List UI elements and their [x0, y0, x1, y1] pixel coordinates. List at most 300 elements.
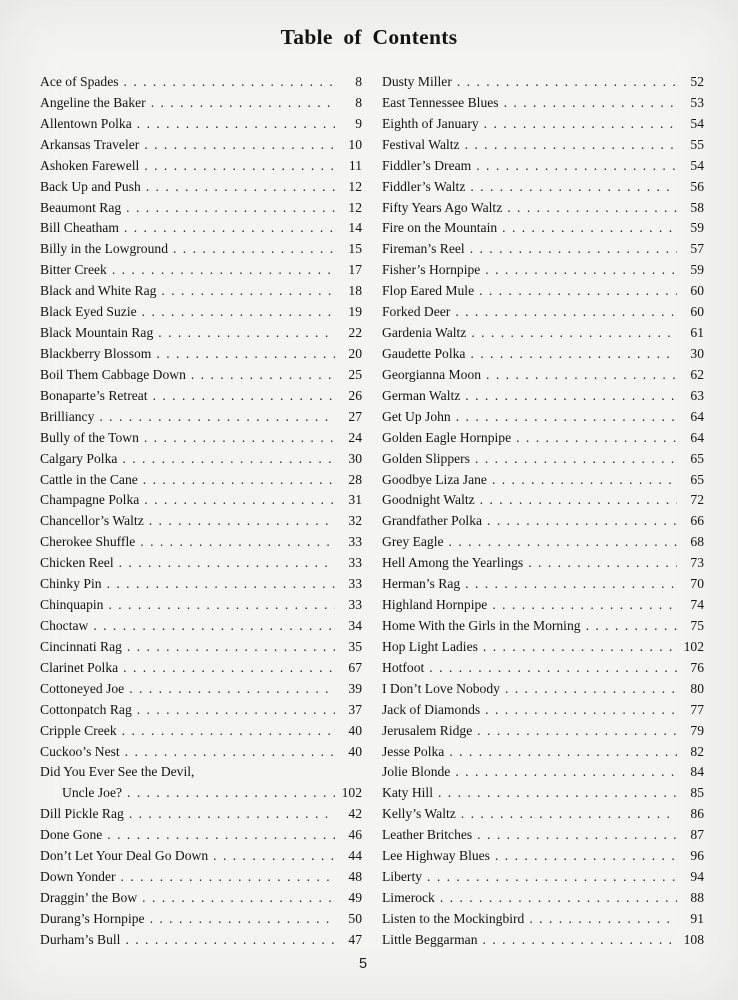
toc-entry-title: Durang’s Hornpipe: [40, 910, 145, 926]
dot-leader: [143, 470, 335, 491]
toc-entry: [382, 658, 704, 679]
toc-entry: [40, 511, 362, 532]
dot-leader: [516, 428, 677, 449]
toc-entry-title: Cuckoo’s Nest: [40, 743, 120, 759]
dot-leader: [213, 846, 335, 867]
toc-entry: [40, 490, 362, 511]
dot-leader: [483, 637, 677, 658]
toc-entry-page: 18: [348, 283, 362, 299]
toc-entry-page: 33: [348, 534, 362, 550]
dot-leader: [146, 177, 335, 198]
toc-entry-page: 77: [690, 701, 704, 717]
toc-entry: [40, 637, 362, 658]
dot-leader: [457, 72, 677, 93]
toc-entry-page: 60: [690, 304, 704, 320]
toc-entry: [382, 616, 704, 637]
toc-entry-page: 54: [690, 157, 704, 173]
toc-entry-page: 59: [690, 262, 704, 278]
toc-entry: [40, 909, 362, 930]
toc-entry: [382, 72, 704, 93]
dot-leader: [191, 365, 335, 386]
toc-entry-page: 8: [355, 94, 362, 110]
dot-leader: [486, 365, 677, 386]
toc-entry-title: Cottonpatch Rag: [40, 701, 132, 717]
dot-leader: [129, 679, 335, 700]
toc-entry-page: 53: [690, 94, 704, 110]
toc-entry: [382, 574, 704, 595]
toc-entry: [40, 344, 362, 365]
dot-leader: [528, 553, 677, 574]
toc-entry: [40, 532, 362, 553]
toc-entry-page: 40: [348, 743, 362, 759]
toc-entry: [40, 260, 362, 281]
toc-entry-page: 86: [690, 806, 704, 822]
dot-leader: [475, 449, 677, 470]
toc-entry: [382, 218, 704, 239]
toc-entry: [40, 114, 362, 135]
toc-entry: [382, 386, 704, 407]
toc-entry-page: 72: [690, 492, 704, 508]
dot-leader: [124, 72, 335, 93]
toc-entry: [40, 804, 362, 825]
dot-leader: [123, 658, 335, 679]
toc-entry-title: Chinquapin: [40, 597, 104, 613]
toc-entry-title: Cripple Creek: [40, 722, 117, 738]
toc-columns: [40, 72, 704, 951]
toc-entry: [40, 846, 362, 867]
toc-entry-page: 9: [355, 115, 362, 131]
toc-entry-title: Forked Deer: [382, 304, 451, 320]
toc-entry-page: 79: [690, 722, 704, 738]
toc-entry-title: Get Up John: [382, 408, 451, 424]
toc-entry-title: Home With the Girls in the Morning: [382, 617, 581, 633]
toc-entry: [382, 281, 704, 302]
dot-leader: [465, 135, 677, 156]
toc-column-right: [382, 72, 704, 951]
toc-entry-page: 60: [690, 283, 704, 299]
toc-entry-title: Golden Slippers: [382, 450, 470, 466]
toc-entry-page: 52: [690, 74, 704, 89]
toc-entry: [382, 930, 704, 951]
toc-entry-page: 75: [690, 617, 704, 633]
page-number: 5: [358, 956, 368, 972]
toc-entry: [40, 386, 362, 407]
toc-entry-title: Golden Eagle Hornpipe: [382, 429, 512, 445]
dot-leader: [505, 679, 677, 700]
toc-entry: [40, 428, 362, 449]
dot-leader: [492, 595, 677, 616]
toc-entry-title: Lee Highway Blues: [382, 848, 490, 864]
toc-entry-title: Bonaparte’s Retreat: [40, 387, 148, 403]
toc-entry-title: Hell Among the Yearlings: [382, 555, 524, 571]
toc-entry-title: Hop Light Ladies: [382, 638, 478, 654]
dot-leader: [142, 888, 335, 909]
toc-entry-page: 54: [690, 115, 704, 131]
toc-entry: [382, 637, 704, 658]
dot-leader: [150, 909, 335, 930]
toc-entry-title: Gardenia Waltz: [382, 325, 467, 341]
toc-entry: [40, 239, 362, 260]
toc-entry-page: 33: [348, 555, 362, 571]
dot-leader: [586, 616, 677, 637]
toc-entry: [40, 888, 362, 909]
toc-entry-title: Brilliancy: [40, 408, 95, 424]
toc-entry-title: Flop Eared Mule: [382, 283, 475, 299]
toc-column-left: [40, 72, 362, 951]
dot-leader: [93, 616, 335, 637]
dot-leader: [485, 700, 677, 721]
toc-entry-title: Down Yonder: [40, 869, 116, 885]
toc-entry: [40, 281, 362, 302]
toc-entry-title: Kelly’s Waltz: [382, 806, 456, 822]
toc-entry-title: Listen to the Mockingbird: [382, 910, 525, 926]
toc-entry-title: Liberty: [382, 869, 423, 885]
toc-entry: [382, 239, 704, 260]
toc-entry: [382, 721, 704, 742]
toc-entry-page: 67: [348, 659, 362, 675]
dot-leader: [161, 281, 335, 302]
toc-entry-title: Fiddler’s Waltz: [382, 178, 466, 194]
toc-entry: [382, 511, 704, 532]
dot-leader: [144, 156, 335, 177]
dot-leader: [484, 114, 677, 135]
toc-entry-title: Beaumont Rag: [40, 199, 122, 215]
toc-entry: [40, 470, 362, 491]
dot-leader: [153, 386, 335, 407]
toc-entry-title: Fireman’s Reel: [382, 241, 465, 257]
toc-entry-title: Jolie Blonde: [382, 764, 451, 780]
toc-entry: [40, 218, 362, 239]
dot-leader: [99, 407, 335, 428]
dot-leader: [449, 742, 677, 763]
toc-entry-title: Bully of the Town: [40, 429, 139, 445]
toc-entry-page: 30: [348, 450, 362, 466]
toc-entry-title: Katy Hill: [382, 785, 433, 801]
dot-leader: [502, 218, 677, 239]
toc-entry-page: 58: [690, 199, 704, 215]
toc-entry: [40, 867, 362, 888]
toc-entry: [382, 114, 704, 135]
toc-entry-page: 25: [348, 366, 362, 382]
toc-entry-title: Choctaw: [40, 617, 89, 633]
toc-entry-title: Boil Them Cabbage Down: [40, 366, 186, 382]
dot-leader: [455, 762, 677, 783]
dot-leader: [144, 428, 335, 449]
dot-leader: [455, 302, 677, 323]
toc-entry-title: Leather Britches: [382, 827, 473, 843]
toc-entry-page: 64: [690, 429, 704, 445]
toc-entry-title: Did You Ever See the Devil,: [40, 764, 195, 780]
dot-leader: [129, 804, 335, 825]
dot-leader: [487, 511, 677, 532]
toc-entry-page: 42: [348, 806, 362, 822]
dot-leader: [477, 721, 677, 742]
dot-leader: [125, 742, 335, 763]
toc-entry-title: Black Eyed Suzie: [40, 304, 137, 320]
toc-entry: [40, 721, 362, 742]
dot-leader: [125, 930, 335, 951]
toc-entry-page: 91: [690, 910, 704, 926]
dot-leader: [440, 888, 677, 909]
toc-entry-page: 73: [690, 555, 704, 571]
toc-entry-title: Cattle in the Cane: [40, 471, 138, 487]
toc-entry: [382, 532, 704, 553]
toc-entry-title: Fiddler’s Dream: [382, 157, 472, 173]
toc-entry-page: 10: [348, 136, 362, 152]
toc-entry-title: Allentown Polka: [40, 115, 132, 131]
toc-entry: [382, 679, 704, 700]
dot-leader: [495, 846, 677, 867]
toc-entry-title: Draggin’ the Bow: [40, 889, 138, 905]
toc-entry: [382, 490, 704, 511]
toc-entry-title: Goodbye Liza Jane: [382, 471, 487, 487]
toc-entry-title: Jerusalem Ridge: [382, 722, 473, 738]
dot-leader: [144, 490, 335, 511]
toc-entry-page: 68: [690, 534, 704, 550]
toc-entry: [40, 93, 362, 114]
toc-entry-title: Jesse Polka: [382, 743, 445, 759]
toc-entry-title: Ashoken Farewell: [40, 157, 140, 173]
dot-leader: [151, 93, 335, 114]
toc-entry-title: Gaudette Polka: [382, 345, 466, 361]
toc-entry-page: 33: [348, 597, 362, 613]
dot-leader: [142, 302, 335, 323]
toc-entry-title: Black Mountain Rag: [40, 325, 154, 341]
dot-leader: [479, 281, 677, 302]
toc-entry-page: 102: [683, 638, 704, 654]
toc-entry-title: Grey Eagle: [382, 534, 444, 550]
toc-entry-page: 49: [348, 889, 362, 905]
toc-entry: [382, 553, 704, 574]
toc-entry-title: Highland Hornpipe: [382, 597, 488, 613]
dot-leader: [470, 177, 677, 198]
toc-entry-page: 48: [348, 869, 362, 885]
toc-entry: [40, 365, 362, 386]
toc-entry: [40, 574, 362, 595]
toc-entry-title: Calgary Polka: [40, 450, 118, 466]
toc-entry: [40, 323, 362, 344]
toc-entry: [382, 93, 704, 114]
toc-entry-page: 20: [348, 345, 362, 361]
toc-entry-page: 37: [348, 701, 362, 717]
toc-entry-title: Festival Waltz: [382, 136, 460, 152]
toc-entry: [382, 762, 704, 783]
toc-entry-page: 32: [348, 513, 362, 529]
dot-leader: [476, 156, 677, 177]
toc-entry-page: 44: [348, 848, 362, 864]
toc-entry-title: Herman’s Rag: [382, 576, 461, 592]
toc-entry: [382, 867, 704, 888]
toc-entry: [382, 470, 704, 491]
toc-entry: [382, 742, 704, 763]
toc-entry-page: 15: [348, 241, 362, 257]
toc-entry-title: Fisher’s Hornpipe: [382, 262, 481, 278]
toc-entry: [40, 198, 362, 219]
dot-leader: [124, 218, 335, 239]
toc-entry: [382, 198, 704, 219]
toc-entry: [40, 762, 362, 783]
toc-entry-title: Limerock: [382, 889, 435, 905]
toc-entry-title: Uncle Joe?: [62, 785, 123, 801]
toc-entry-title: Durham’s Bull: [40, 931, 121, 947]
toc-entry: [382, 595, 704, 616]
toc-entry-page: 30: [690, 345, 704, 361]
toc-entry-page: 63: [690, 387, 704, 403]
dot-leader: [504, 93, 677, 114]
toc-entry-title: German Waltz: [382, 387, 461, 403]
toc-entry-title: Arkansas Traveler: [40, 136, 140, 152]
toc-entry-title: Black and White Rag: [40, 283, 157, 299]
toc-entry-page: 31: [348, 492, 362, 508]
dot-leader: [137, 114, 335, 135]
toc-entry: [40, 658, 362, 679]
toc-entry-page: 28: [348, 471, 362, 487]
toc-entry-title: Chicken Reel: [40, 555, 114, 571]
toc-entry-title: Angeline the Baker: [40, 94, 146, 110]
dot-leader: [173, 239, 335, 260]
toc-entry-title: Back Up and Push: [40, 178, 141, 194]
toc-entry-title: Chinky Pin: [40, 576, 102, 592]
toc-entry-page: 65: [690, 471, 704, 487]
dot-leader: [480, 490, 677, 511]
toc-entry: [382, 344, 704, 365]
toc-entry-title: Bitter Creek: [40, 262, 107, 278]
toc-entry-title: Cherokee Shuffle: [40, 534, 136, 550]
toc-entry-page: 35: [348, 638, 362, 654]
toc-entry-title: Chancellor’s Waltz: [40, 513, 144, 529]
dot-leader: [456, 407, 677, 428]
dot-leader: [449, 532, 677, 553]
toc-entry-page: 12: [348, 178, 362, 194]
toc-entry: [40, 177, 362, 198]
toc-entry-title: Blackberry Blossom: [40, 345, 152, 361]
toc-entry-title: Dill Pickle Rag: [40, 806, 124, 822]
toc-entry: [382, 323, 704, 344]
toc-entry-page: 82: [690, 743, 704, 759]
toc-entry-page: 14: [348, 220, 362, 236]
dot-leader: [465, 574, 677, 595]
toc-entry-page: 96: [690, 848, 704, 864]
toc-entry-page: 80: [690, 680, 704, 696]
toc-entry-title: Dusty Miller: [382, 74, 452, 89]
toc-entry-page: 87: [690, 827, 704, 843]
toc-entry-title: Cincinnati Rag: [40, 638, 122, 654]
toc-entry-page: 22: [348, 325, 362, 341]
dot-leader: [156, 344, 335, 365]
toc-entry: [382, 909, 704, 930]
toc-entry-page: 39: [348, 680, 362, 696]
dot-leader: [483, 930, 677, 951]
toc-entry-title: Georgianna Moon: [382, 366, 482, 382]
toc-entry-page: 8: [355, 74, 362, 89]
toc-entry: [40, 742, 362, 763]
toc-entry: [40, 700, 362, 721]
toc-entry: [40, 825, 362, 846]
toc-entry-title: Grandfather Polka: [382, 513, 483, 529]
dot-leader: [122, 721, 335, 742]
toc-entry: [40, 407, 362, 428]
toc-entry: [40, 553, 362, 574]
toc-entry: [382, 783, 704, 804]
toc-entry: [382, 260, 704, 281]
toc-entry-title: Cottoneyed Joe: [40, 680, 125, 696]
toc-entry-page: 76: [690, 659, 704, 675]
toc-entry-title: Billy in the Lowground: [40, 241, 168, 257]
toc-entry-page: 61: [690, 325, 704, 341]
dot-leader: [140, 532, 335, 553]
dot-leader: [529, 909, 677, 930]
dot-leader: [107, 825, 335, 846]
toc-entry-title: Champagne Polka: [40, 492, 140, 508]
dot-leader: [427, 867, 677, 888]
toc-entry-page: 24: [348, 429, 362, 445]
toc-entry-page: 70: [690, 576, 704, 592]
toc-entry: [382, 365, 704, 386]
dot-leader: [126, 198, 335, 219]
toc-entry-page: 17: [348, 262, 362, 278]
toc-entry: [40, 135, 362, 156]
toc-entry-page: 27: [348, 408, 362, 424]
toc-entry: [382, 302, 704, 323]
toc-entry: [382, 407, 704, 428]
toc-entry-page: 19: [348, 304, 362, 320]
toc-entry-page: 11: [348, 157, 362, 173]
toc-entry-page: 57: [690, 241, 704, 257]
toc-entry-page: 94: [690, 869, 704, 885]
toc-entry-title: East Tennessee Blues: [382, 94, 499, 110]
dot-leader: [137, 700, 335, 721]
toc-entry-page: 55: [690, 136, 704, 152]
toc-entry-page: 12: [348, 199, 362, 215]
dot-leader: [438, 783, 677, 804]
dot-leader: [477, 825, 677, 846]
dot-leader: [471, 323, 677, 344]
toc-entry-page: 46: [348, 827, 362, 843]
dot-leader: [127, 637, 335, 658]
dot-leader: [470, 239, 677, 260]
toc-entry-page: 108: [683, 931, 704, 947]
toc-entry-page: 40: [348, 722, 362, 738]
toc-entry-page: 88: [690, 889, 704, 905]
toc-entry: [40, 783, 362, 804]
dot-leader: [461, 804, 677, 825]
toc-entry-title: Jack of Diamonds: [382, 701, 481, 717]
dot-leader: [492, 470, 677, 491]
toc-entry: [382, 825, 704, 846]
toc-entry-page: 33: [348, 576, 362, 592]
toc-entry-page: 65: [690, 450, 704, 466]
dot-leader: [144, 135, 335, 156]
dot-leader: [485, 260, 677, 281]
toc-entry-title: Don’t Let Your Deal Go Down: [40, 848, 209, 864]
dot-leader: [107, 574, 335, 595]
toc-entry-title: Fifty Years Ago Waltz: [382, 199, 503, 215]
toc-entry-title: Bill Cheatham: [40, 220, 119, 236]
toc-entry-title: Ace of Spades: [40, 74, 119, 89]
toc-entry-title: I Don’t Love Nobody: [382, 680, 500, 696]
toc-entry-title: Done Gone: [40, 827, 103, 843]
toc-entry: [382, 700, 704, 721]
toc-entry-page: 59: [690, 220, 704, 236]
toc-entry-title: Fire on the Mountain: [382, 220, 498, 236]
toc-entry: [40, 449, 362, 470]
toc-entry-page: 26: [348, 387, 362, 403]
toc-entry: [382, 156, 704, 177]
toc-entry: [40, 595, 362, 616]
toc-entry: [382, 804, 704, 825]
dot-leader: [507, 198, 677, 219]
toc-entry: [382, 428, 704, 449]
